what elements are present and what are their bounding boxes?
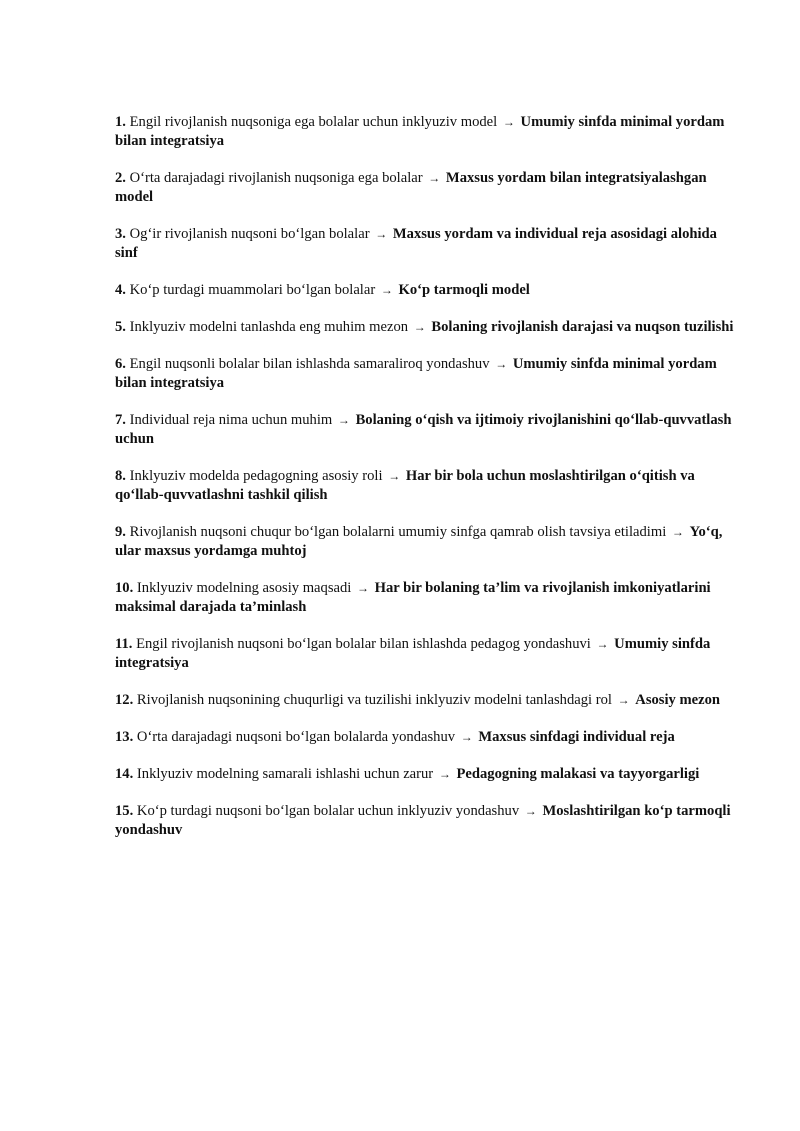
arrow-icon: → xyxy=(356,581,369,595)
list-item xyxy=(115,411,740,449)
item-answer: Umumiy sinfda minimal yordam bilan integratsiya xyxy=(115,114,725,149)
item-question: Inklyuziv modelda pedagogning asosiy roli xyxy=(129,468,383,484)
item-answer: Bolaning rivojlanish darajasi va nuqson tuzilishi xyxy=(431,319,734,335)
arrow-icon: → xyxy=(388,469,401,483)
item-answer: Har bir bolaning ta’lim va rivojlanish imkoniyatlarini maksimal darajada ta’minlash xyxy=(115,580,711,615)
list-item xyxy=(115,523,740,561)
item-question: Inklyuziv modelni tanlashda eng muhim mezon xyxy=(129,319,409,335)
arrow-icon: → xyxy=(380,283,393,297)
item-question: Engil nuqsonli bolalar bilan ishlashda samaraliroq yondashuv xyxy=(129,356,490,372)
list-item xyxy=(115,691,740,710)
item-number: 15. xyxy=(115,803,134,819)
item-number: 12. xyxy=(115,692,134,708)
arrow-icon: → xyxy=(495,357,508,371)
item-number: 8. xyxy=(115,468,126,484)
item-question: Rivojlanish nuqsonining chuqurligi va tuzilishi inklyuziv modelni tanlashdagi rol xyxy=(136,692,612,708)
arrow-icon: → xyxy=(337,413,350,427)
item-answer: Maxsus sinfdagi individual reja xyxy=(478,729,675,745)
item-answer: Bolaning o‘qish va ijtimoiy rivojlanishini qo‘llab-quvvatlash uchun xyxy=(115,412,732,447)
list-item xyxy=(115,635,740,673)
list-item xyxy=(115,169,740,207)
item-question: Ko‘p turdagi nuqsoni bo‘lgan bolalar uchun inklyuziv yondashuv xyxy=(136,803,520,819)
item-question: Inklyuziv modelning samarali ishlashi uchun zarur xyxy=(136,766,434,782)
item-number: 2. xyxy=(115,170,126,186)
item-answer: Maxsus yordam bilan integratsiyalashgan model xyxy=(115,170,707,205)
item-answer: Umumiy sinfda integratsiya xyxy=(115,636,711,671)
item-number: 10. xyxy=(115,580,134,596)
arrow-icon: → xyxy=(375,227,388,241)
item-answer: Moslashtirilgan ko‘p tarmoqli yondashuv xyxy=(115,803,731,838)
item-question: O‘rta darajadagi nuqsoni bo‘lgan bolalarda yondashuv xyxy=(136,729,456,745)
item-answer: Pedagogning malakasi va tayyorgarligi xyxy=(456,766,700,782)
list-item xyxy=(115,467,740,505)
list-item xyxy=(115,113,740,151)
arrow-icon: → xyxy=(596,637,609,651)
item-number: 13. xyxy=(115,729,134,745)
item-answer: Umumiy sinfda minimal yordam bilan integratsiya xyxy=(115,356,717,391)
list-item xyxy=(115,579,740,617)
arrow-icon: → xyxy=(460,730,473,744)
item-number: 11. xyxy=(115,636,133,652)
item-question: Individual reja nima uchun muhim xyxy=(129,412,333,428)
item-answer: Ko‘p tarmoqli model xyxy=(398,282,530,298)
item-number: 3. xyxy=(115,226,126,242)
list-item xyxy=(115,728,740,747)
item-question: O‘rta darajadagi rivojlanish nuqsoniga ega bolalar xyxy=(129,170,423,186)
list-item xyxy=(115,225,740,263)
list-item xyxy=(115,765,740,784)
item-number: 6. xyxy=(115,356,126,372)
item-number: 5. xyxy=(115,319,126,335)
item-number: 1. xyxy=(115,114,126,130)
arrow-icon: → xyxy=(617,693,630,707)
item-number: 7. xyxy=(115,412,126,428)
item-number: 9. xyxy=(115,524,126,540)
item-answer: Asosiy mezon xyxy=(635,692,721,708)
arrow-icon: → xyxy=(428,171,441,185)
arrow-icon: → xyxy=(524,804,537,818)
arrow-icon: → xyxy=(671,525,684,539)
item-question: Inklyuziv modelning asosiy maqsadi xyxy=(136,580,352,596)
item-answer: Maxsus yordam va individual reja asosidagi alohida sinf xyxy=(115,226,717,261)
arrow-icon: → xyxy=(413,320,426,334)
item-answer: Yo‘q, ular maxsus yordamga muhtoj xyxy=(115,524,723,559)
list-item xyxy=(115,355,740,393)
list-item xyxy=(115,318,740,337)
list-item xyxy=(115,281,740,300)
item-number: 4. xyxy=(115,282,126,298)
item-question: Engil rivojlanish nuqsoniga ega bolalar uchun inklyuziv model xyxy=(129,114,498,130)
item-question: Ko‘p turdagi muammolari bo‘lgan bolalar xyxy=(129,282,376,298)
item-question: Og‘ir rivojlanish nuqsoni bo‘lgan bolalar xyxy=(129,226,370,242)
item-number: 14. xyxy=(115,766,134,782)
arrow-icon: → xyxy=(502,115,515,129)
list-item xyxy=(115,802,740,840)
item-question: Rivojlanish nuqsoni chuqur bo‘lgan bolalarni umumiy sinfga qamrab olish tavsiya etiladimi xyxy=(129,524,667,540)
item-answer: Har bir bola uchun moslashtirilgan o‘qitish va qo‘llab-quvvatlashni tashkil qilish xyxy=(115,468,695,503)
document-page xyxy=(115,113,740,858)
item-question: Engil rivojlanish nuqsoni bo‘lgan bolalar bilan ishlashda pedagog yondashuvi xyxy=(136,636,591,652)
arrow-icon: → xyxy=(438,767,451,781)
